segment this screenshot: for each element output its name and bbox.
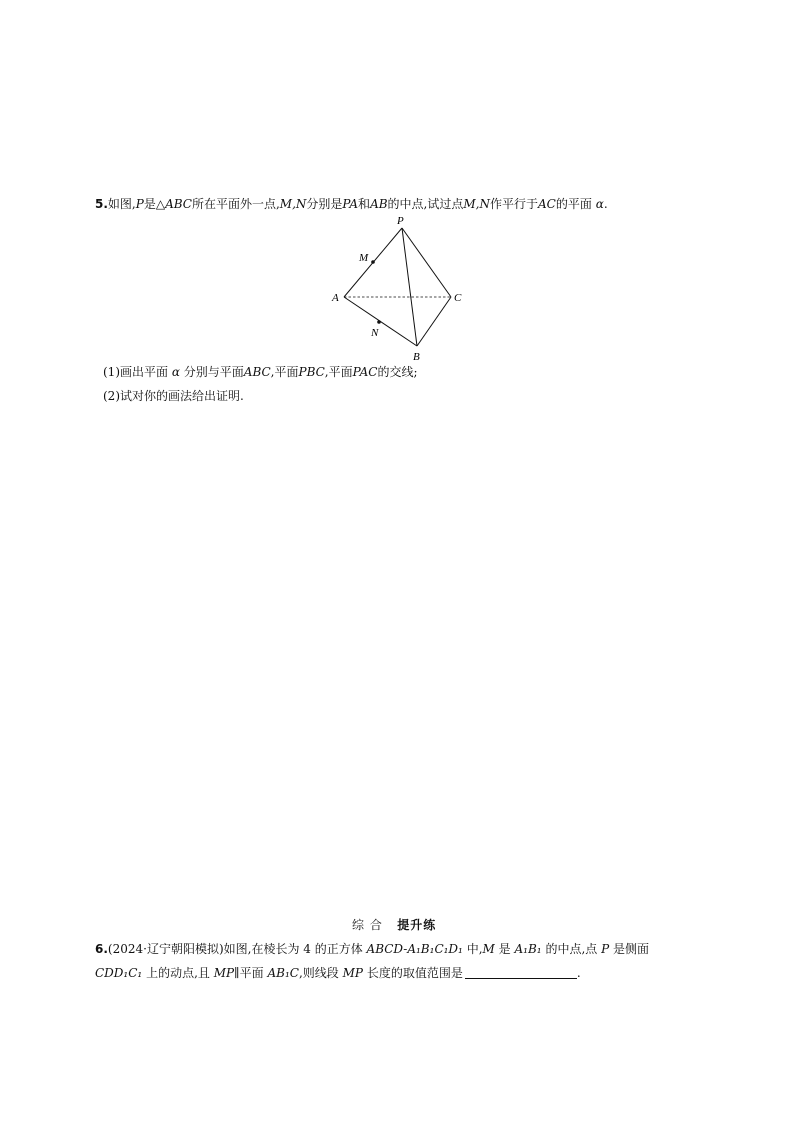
- answer-blank[interactable]: [465, 966, 577, 979]
- label-b: B: [413, 351, 420, 362]
- label-m: M: [359, 252, 369, 264]
- edge-bc: [417, 297, 451, 346]
- label-n: N: [371, 327, 379, 339]
- label-p: P: [397, 215, 404, 227]
- q6-line2: CDD₁C₁ 上的动点,且 MP∥平面 AB₁C,则线段 MP 长度的取值范围是 .: [95, 966, 581, 980]
- q5-part1: (1)画出平面 α 分别与平面ABC,平面PBC,平面PAC的交线;: [103, 365, 418, 379]
- point-n: [377, 320, 381, 324]
- q5-number: 5.: [95, 197, 108, 211]
- label-c: C: [454, 292, 462, 304]
- q5-part2: (2)试对你的画法给出证明.: [103, 389, 244, 403]
- label-a: A: [332, 292, 339, 304]
- q6-line1: 6.(2024·辽宁朝阳模拟)如图,在棱长为 4 的正方体 ABCD-A₁B₁C₁D₁ 中,M 是 A₁B₁ 的中点,点 P 是侧面: [95, 942, 650, 956]
- q5-stem: 5.如图,P是△ABC所在平面外一点,M,N分别是PA和AB的中点,试过点M,N作平行于AC的平面 α.: [95, 197, 608, 211]
- section-title: 综 合 提升练: [352, 918, 437, 932]
- tetrahedron-figure: [328, 212, 468, 362]
- q6-number: 6.: [95, 942, 108, 956]
- point-m: [371, 260, 375, 264]
